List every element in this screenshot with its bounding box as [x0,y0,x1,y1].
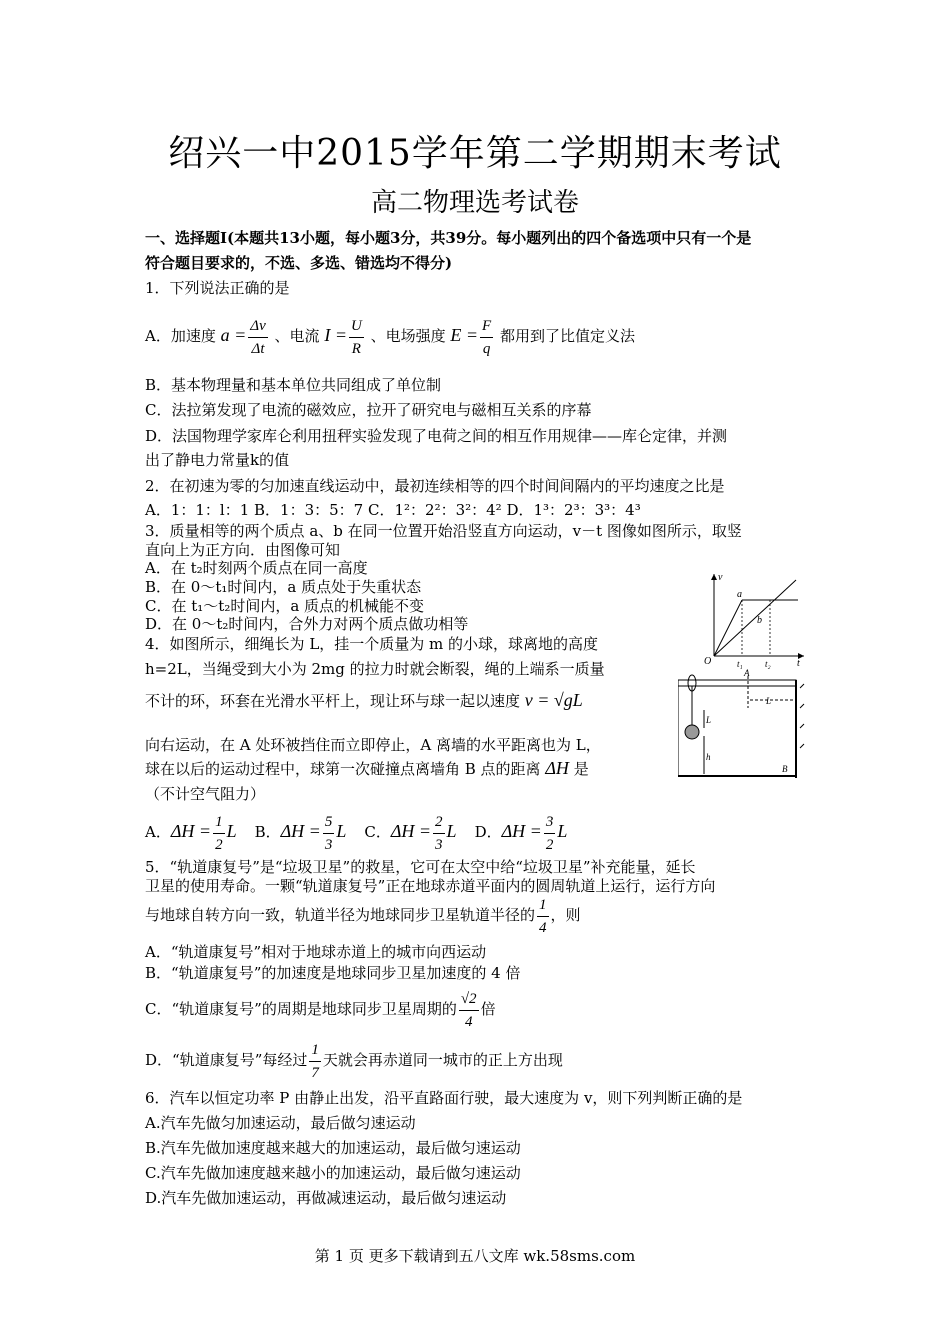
graph-line-a-rise [714,600,742,656]
q4-option-den: 2 [215,836,223,853]
q1-option-c: C．法拉第发现了电流的磁效应，拉开了研究电与磁相互关系的序幕 [145,401,592,419]
q5-line3-num: 1 [537,894,549,917]
q5-c-num: √2 [459,988,479,1011]
section-heading-line1: 一、选择题I(本题共13小题，每小题3分，共39分。每小题列出的四个备选项中只有一个是 [145,229,752,247]
graph-origin-label: O [704,656,712,667]
q4-option-fraction [213,811,225,856]
fig-b-label: B [782,764,788,774]
q4-option [474,813,568,853]
q4-option-lhs: ΔH = [280,821,321,841]
fig-h-label: h [706,752,711,762]
q4-option-label: C． [364,823,391,841]
q5-line2: 卫星的使用寿命。一颗“轨道康复号”正在地球赤道平面内的圆周轨道上运行，运行方向 [145,877,716,895]
q5-line3-text: 与地球自转方向一致，轨道半径为地球同步卫星轨道半径的 [145,906,536,924]
q1-option-a [145,312,635,360]
fig-l-label-vertical: L [706,715,712,725]
fig-wall-hatch [800,684,804,688]
q4-option-lhs: ΔH = [501,821,542,841]
q2-options: A．1：1：l：1 B．1：3：5：7 C．1²：2²：3²：4² D．1³：2³：3³：4³ [145,501,641,519]
q1-f3-num: F [480,315,493,338]
q5-c-text: C．“轨道康复号”的周期是地球同步卫星周期的 [145,1000,457,1018]
q1-option-b: B．基本物理量和基本单位共同组成了单位制 [145,376,442,394]
q4-line5-end: 是 [573,760,589,778]
q4-line1: 4．如图所示，细绳长为 L，挂一个质量为 m 的小球，球离地的高度 [145,635,599,653]
q5-d-num: 1 [309,1039,321,1062]
q1-a-mid2: 、电场强度 [370,327,446,345]
fig-ball [685,725,699,739]
q4-option-den: 3 [435,836,443,853]
fig-l-label-horizontal: L [766,696,772,706]
q1-f3-lhs: E = [450,325,479,345]
q4-option-label: B． [254,823,281,841]
q4-option-num: 3 [544,811,556,834]
page-subtitle: 高二物理选考试卷 [370,188,579,218]
q1-f2-num: U [349,315,364,338]
q5-option-b: B．“轨道康复号”的加速度是地球同步卫星加速度的 4 倍 [145,964,521,982]
q1-f1-lhs: a = [220,325,247,345]
q4-option-label: A． [145,823,171,841]
q4-line3 [145,690,583,711]
q5-option-d [145,1037,563,1084]
q1-f1-fraction [248,315,267,360]
q4-option-lhs: ΔH = [170,821,212,841]
q5-d-fraction [309,1039,321,1084]
q4-option [145,813,237,853]
q4-option-num: 2 [433,811,445,834]
q4-delta-h: ΔH [545,758,569,778]
q4-option-num: 5 [323,811,335,834]
q5-d-den: 7 [311,1064,319,1081]
q3-stem-line2: 直向上为正方向．由图像可知 [145,541,341,559]
q5-d-text: D．“轨道康复号”每经过 [145,1051,308,1069]
q6-option-c: C.汽车先做加速度越来越小的加速运动，最后做匀速运动 [145,1164,521,1182]
q5-d-end: 天就会再赤道同一城市的正上方出现 [322,1051,563,1069]
q4-figure [678,668,806,780]
section-heading-line2: 符合题目要求的，不选、多选、错选均不得分) [145,254,453,272]
graph-t2-label: t₂ [765,659,771,669]
q3-option-a: A．在 t₂时刻两个质点在同一高度 [145,559,368,577]
fig-wall-hatch [800,704,804,708]
q5-option-c [145,986,496,1033]
q4-velocity-formula: v = √gL [524,690,583,710]
graph-a-label: a [737,589,742,600]
q3-stem-line1: 3．质量相等的两个质点 a、b 在同一位置开始沿竖直方向运动，v－t 图像如图所示，取竖 [145,522,742,540]
q5-line3-end: ，则 [550,906,581,924]
graph-v-label: v [718,572,723,583]
q4-options [145,808,585,856]
q5-option-a: A．“轨道康复号”相对于地球赤道上的城市向西运动 [145,943,487,961]
q4-option-fraction [433,811,445,856]
q1-f2-den: R [351,340,361,357]
q1-option-d-line2: 出了静电力常量k的值 [145,451,290,469]
q6-option-b: B.汽车先做加速度越来越大的加速运动，最后做匀速运动 [145,1139,521,1157]
fig-wall-hatch [800,744,804,748]
q4-option-lhs: ΔH = [390,821,432,841]
q1-a-suffix: 都用到了比值定义法 [500,327,636,345]
q1-f3-den: q [482,340,491,357]
q1-a-mid1: 、电流 [274,327,320,345]
fig-a-label: A [744,668,750,678]
q4-option-label: D． [474,823,502,841]
q3-option-c: C．在 t₁～t₂时间内，a 质点的机械能不变 [145,597,425,615]
q5-c-fraction [459,988,479,1033]
q4-option-unit: L [446,821,457,841]
q4-option-fraction [544,811,556,856]
q4-option-den: 3 [324,836,333,853]
q4-line5 [145,758,589,779]
graph-t1-label: t₁ [737,659,743,669]
q5-line1: 5．“轨道康复号”是“垃圾卫星”的救星，它可在太空中给“垃圾卫星”补充能量，延长 [145,858,696,876]
q4-option [254,813,347,853]
q5-c-den: 4 [464,1013,473,1030]
q1-option-d-line1: D．法国物理学家库仑利用扭秤实验发现了电荷之间的相互作用规律——库仑定律，并测 [145,427,728,445]
graph-b-label: b [757,615,762,626]
q5-c-end: 倍 [480,1000,496,1018]
q1-stem: 1．下列说法正确的是 [145,279,290,297]
q5-line3-den: 4 [539,919,547,936]
q4-option [364,813,457,853]
q4-option-unit: L [226,821,237,841]
q4-line6: （不计空气阻力） [145,785,266,803]
q4-line2: h=2L，当绳受到大小为 2mg 的拉力时就会断裂，绳的上端系一质量 [145,660,605,678]
q6-option-d: D.汽车先做加速运动，再做减速运动，最后做匀速运动 [145,1189,507,1207]
q5-line3-fraction [537,894,549,939]
q1-a-prefix: A．加速度 [145,327,216,345]
q4-option-den: 2 [545,836,554,853]
fig-wall-hatch [800,724,804,728]
q1-f1-den: Δt [251,340,265,357]
q3-option-d: D．在 0～t₂时间内，合外力对两个质点做功相等 [145,615,469,633]
q4-option-unit: L [336,821,347,841]
q3-option-b: B．在 0～t₁时间内，a 质点处于失重状态 [145,578,422,596]
q4-line4: 向右运动，在 A 处环被挡住而立即停止，A 离墙的水平距离也为 L， [145,736,601,754]
q6-option-a: A.汽车先做匀加速运动，最后做匀速运动 [145,1114,416,1132]
graph-t-label: t [797,658,800,669]
q4-option-num: 1 [213,811,225,834]
q6-stem: 6．汽车以恒定功率 P 由静止出发，沿平直路面行驶，最大速度为 v，则下列判断正确的是 [145,1089,743,1107]
q4-option-fraction [323,811,335,856]
q1-f2-lhs: I = [324,325,347,345]
q4-line3-text: 不计的环，环套在光滑水平杆上，现让环与球一起以速度 [145,692,521,710]
q1-f2-fraction [349,315,364,360]
q4-option-unit: L [557,821,568,841]
q1-f1-num: Δv [248,315,267,338]
graph-v-arrow-icon [711,574,717,580]
page-footer: 第 1 页 更多下载请到五八文库 wk.58sms.com [314,1247,636,1265]
graph-line-b [714,580,796,656]
q5-line3 [145,892,581,939]
page-title: 绍兴一中2015学年第二学期期末考试 [168,133,782,174]
q2-stem: 2．在初速为零的匀加速直线运动中，最初连续相等的四个时间间隔内的平均速度之比是 [145,477,725,495]
q3-vt-graph [700,568,810,670]
q4-line5-text: 球在以后的运动过程中，球第一次碰撞点离墙角 B 点的距离 [145,760,541,778]
q1-f3-fraction [480,315,493,360]
